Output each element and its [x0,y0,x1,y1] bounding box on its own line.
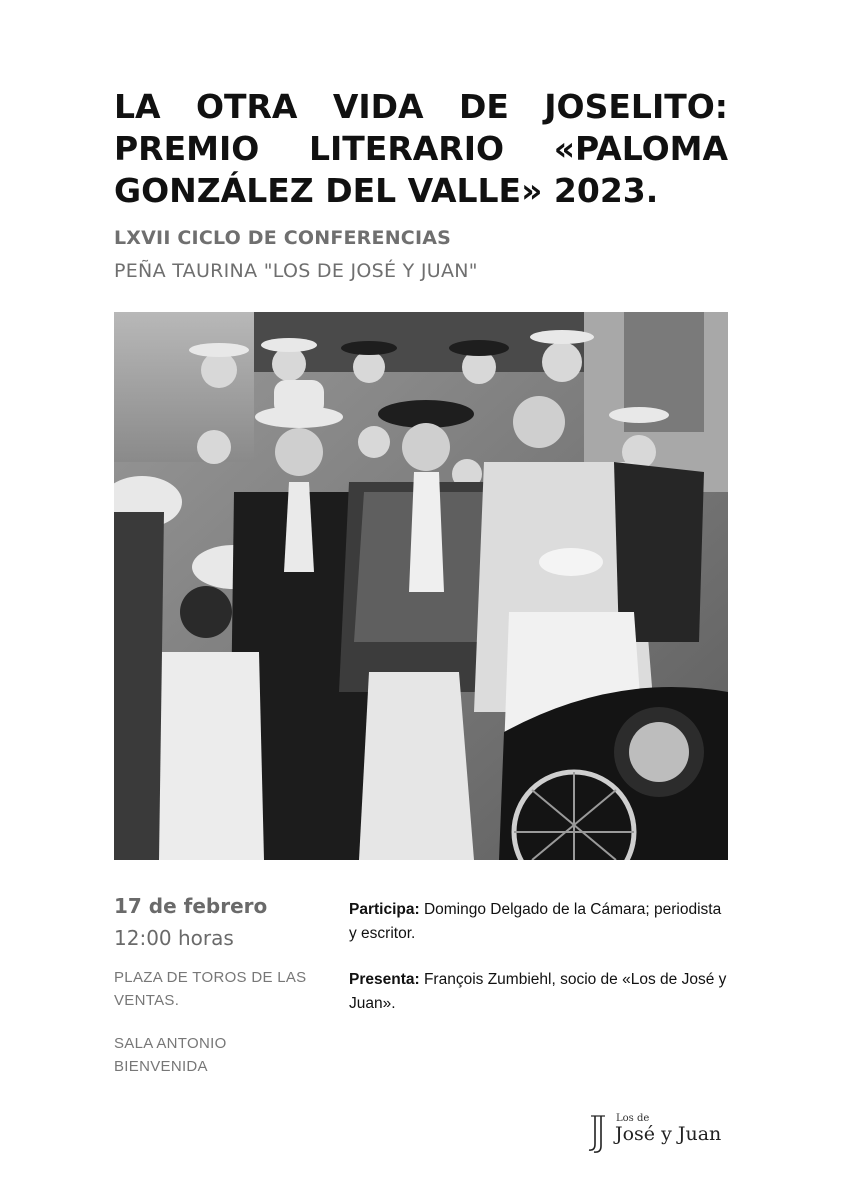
event-time: 12:00 horas [114,926,234,950]
historic-bullfighter-photo [114,312,728,860]
title-line-2: PREMIO LITERARIO «PALOMA [114,129,728,168]
participa-text: Domingo Delgado de la Cámara; periodista y escritor. [349,901,722,942]
logo-big-text: José y Juan [615,1123,722,1145]
logo-small-text: Los de [616,1113,650,1124]
event-room: SALA ANTONIO BIENVENIDA [114,1035,227,1075]
jj-monogram-icon [586,1114,608,1154]
presenta-block [349,968,729,1016]
title-line-3: GONZÁLEZ DEL VALLE» 2023. [114,171,659,210]
organizer-subtitle: PEÑA TAURINA "LOS DE JOSÉ Y JUAN" [114,260,478,282]
organizer-logo [586,1112,736,1156]
presenta-label: Presenta: [349,971,420,988]
title-line-1: LA OTRA VIDA DE JOSELITO: [114,87,728,126]
event-venue: PLAZA DE TOROS DE LAS VENTAS. [114,969,307,1009]
event-date: 17 de febrero [114,894,268,918]
participa-label: Participa: [349,901,420,918]
presenta-text: François Zumbiehl, socio de «Los de José y Juan». [349,971,727,1012]
participa-block [349,898,729,946]
historic-photo [114,312,728,860]
poster-title [114,86,728,212]
cycle-subtitle: LXVII CICLO DE CONFERENCIAS [114,227,451,249]
